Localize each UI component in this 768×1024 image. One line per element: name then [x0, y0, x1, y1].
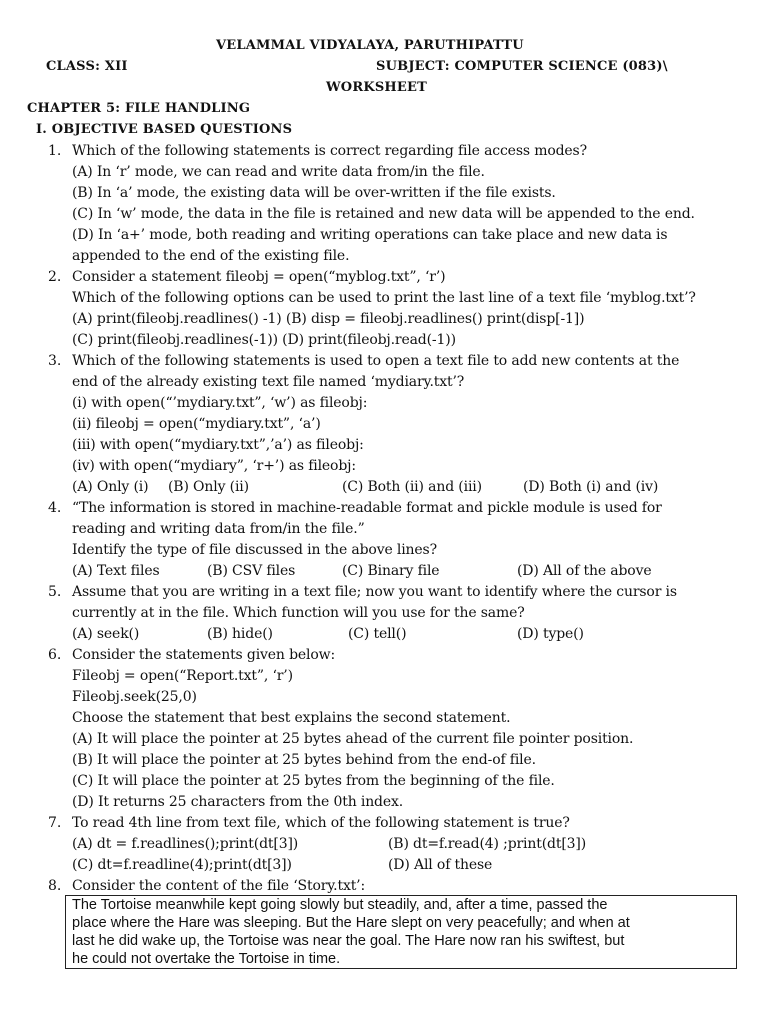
option-a: (A) seek()	[72, 626, 140, 642]
question-line: (D) In ‘a+’ mode, both reading and writing operations can take place and new data is	[72, 227, 668, 243]
school-name: VELAMMAL VIDYALAYA, PARUTHIPATTU	[216, 38, 524, 53]
question-line: (D) It returns 25 characters from the 0th index.	[72, 794, 404, 810]
question-number: 5.	[48, 584, 62, 600]
option-a: (A) Text files	[72, 563, 160, 579]
question-line: Identify the type of file discussed in the above lines?	[72, 542, 437, 558]
question-line: (B) It will place the pointer at 25 bytes behind from the end-of file.	[72, 752, 536, 768]
question-line: (C) It will place the pointer at 25 bytes from the beginning of the file.	[72, 773, 555, 789]
question-text: Consider the content of the file ‘Story.txt’:	[72, 878, 366, 894]
question-text: To read 4th line from text file, which of the following statement is true?	[72, 815, 570, 831]
question-number: 1.	[48, 143, 62, 159]
question-text: “The information is stored in machine-readable format and pickle module is used for	[72, 500, 662, 516]
option-d: (D) All of these	[388, 857, 493, 873]
question-line: (i) with open(“’mydiary.txt”, ‘w’) as fileobj:	[72, 395, 368, 411]
question-text: Consider a statement fileobj = open(“myblog.txt”, ‘r’)	[72, 269, 446, 285]
question-number: 8.	[48, 878, 62, 894]
question-line: (iv) with open(“mydiary”, ‘r+’) as fileobj:	[72, 458, 356, 474]
question-line: (ii) fileobj = open(“mydiary.txt”, ‘a’)	[72, 416, 321, 432]
option-c: (C) Binary file	[342, 563, 440, 579]
chapter-title: CHAPTER 5: FILE HANDLING	[27, 101, 251, 116]
question-line: (C) print(fileobj.readlines(-1)) (D) print(fileobj.read(-1))	[72, 332, 456, 348]
option-c: (C) tell()	[348, 626, 407, 642]
option-c: (C) Both (ii) and (iii)	[342, 479, 482, 495]
option-c: (C) dt=f.readline(4);print(dt[3])	[72, 857, 292, 873]
question-line: (C) In ‘w’ mode, the data in the file is retained and new data will be appended to the end.	[72, 206, 695, 222]
question-line: appended to the end of the existing file.	[72, 248, 350, 264]
question-line: currently at in the file. Which function will you use for the same?	[72, 605, 525, 621]
question-number: 2.	[48, 269, 62, 285]
option-b: (B) CSV files	[207, 563, 296, 579]
story-line: place where the Hare was sleeping. But the Hare slept on very peacefully; and when at	[72, 915, 630, 931]
subject-label: SUBJECT: COMPUTER SCIENCE (083)\	[376, 59, 668, 74]
question-line: (A) print(fileobj.readlines() -1) (B) disp = fileobj.readlines() print(disp[-1])	[72, 311, 585, 327]
question-number: 3.	[48, 353, 62, 369]
option-a: (A) Only (i)	[72, 479, 149, 495]
question-number: 7.	[48, 815, 62, 831]
question-line: Which of the following options can be used to print the last line of a text file ‘myblog.txt’?	[72, 290, 696, 306]
question-line: (A) It will place the pointer at 25 bytes ahead of the current file pointer position.	[72, 731, 634, 747]
option-d: (D) type()	[517, 626, 584, 642]
option-b: (B) hide()	[207, 626, 273, 642]
option-a: (A) dt = f.readlines();print(dt[3])	[72, 836, 299, 852]
option-d: (D) Both (i) and (iv)	[523, 479, 659, 495]
question-text: Assume that you are writing in a text file; now you want to identify where the cursor is	[72, 584, 677, 600]
story-line: last he did wake up, the Tortoise was near the goal. The Hare now ran his swiftest, but	[72, 933, 625, 949]
question-line: Fileobj = open(“Report.txt”, ‘r’)	[72, 668, 293, 684]
question-number: 6.	[48, 647, 62, 663]
question-line: (A) In ‘r’ mode, we can read and write data from/in the file.	[72, 164, 485, 180]
story-box	[65, 895, 737, 969]
question-line: (B) In ‘a’ mode, the existing data will be over-written if the file exists.	[72, 185, 556, 201]
section-title: I. OBJECTIVE BASED QUESTIONS	[36, 122, 293, 137]
question-text: Which of the following statements is correct regarding file access modes?	[72, 143, 587, 159]
story-line: The Tortoise meanwhile kept going slowly but steadily, and, after a time, passed the	[72, 897, 608, 913]
story-line: he could not overtake the Tortoise in time.	[72, 951, 341, 967]
class-label: CLASS: XII	[46, 59, 128, 74]
option-b: (B) Only (ii)	[168, 479, 249, 495]
question-text: Which of the following statements is used to open a text file to add new contents at the	[72, 353, 680, 369]
option-b: (B) dt=f.read(4) ;print(dt[3])	[388, 836, 587, 852]
question-line: end of the already existing text file named ‘mydiary.txt’?	[72, 374, 465, 390]
question-line: Fileobj.seek(25,0)	[72, 689, 197, 705]
question-number: 4.	[48, 500, 62, 516]
question-text: Consider the statements given below:	[72, 647, 336, 663]
question-line: Choose the statement that best explains the second statement.	[72, 710, 511, 726]
question-line: (iii) with open(“mydiary.txt”,’a’) as fileobj:	[72, 437, 364, 453]
option-d: (D) All of the above	[517, 563, 652, 579]
worksheet-title: WORKSHEET	[326, 80, 427, 95]
question-line: reading and writing data from/in the file.”	[72, 521, 365, 537]
